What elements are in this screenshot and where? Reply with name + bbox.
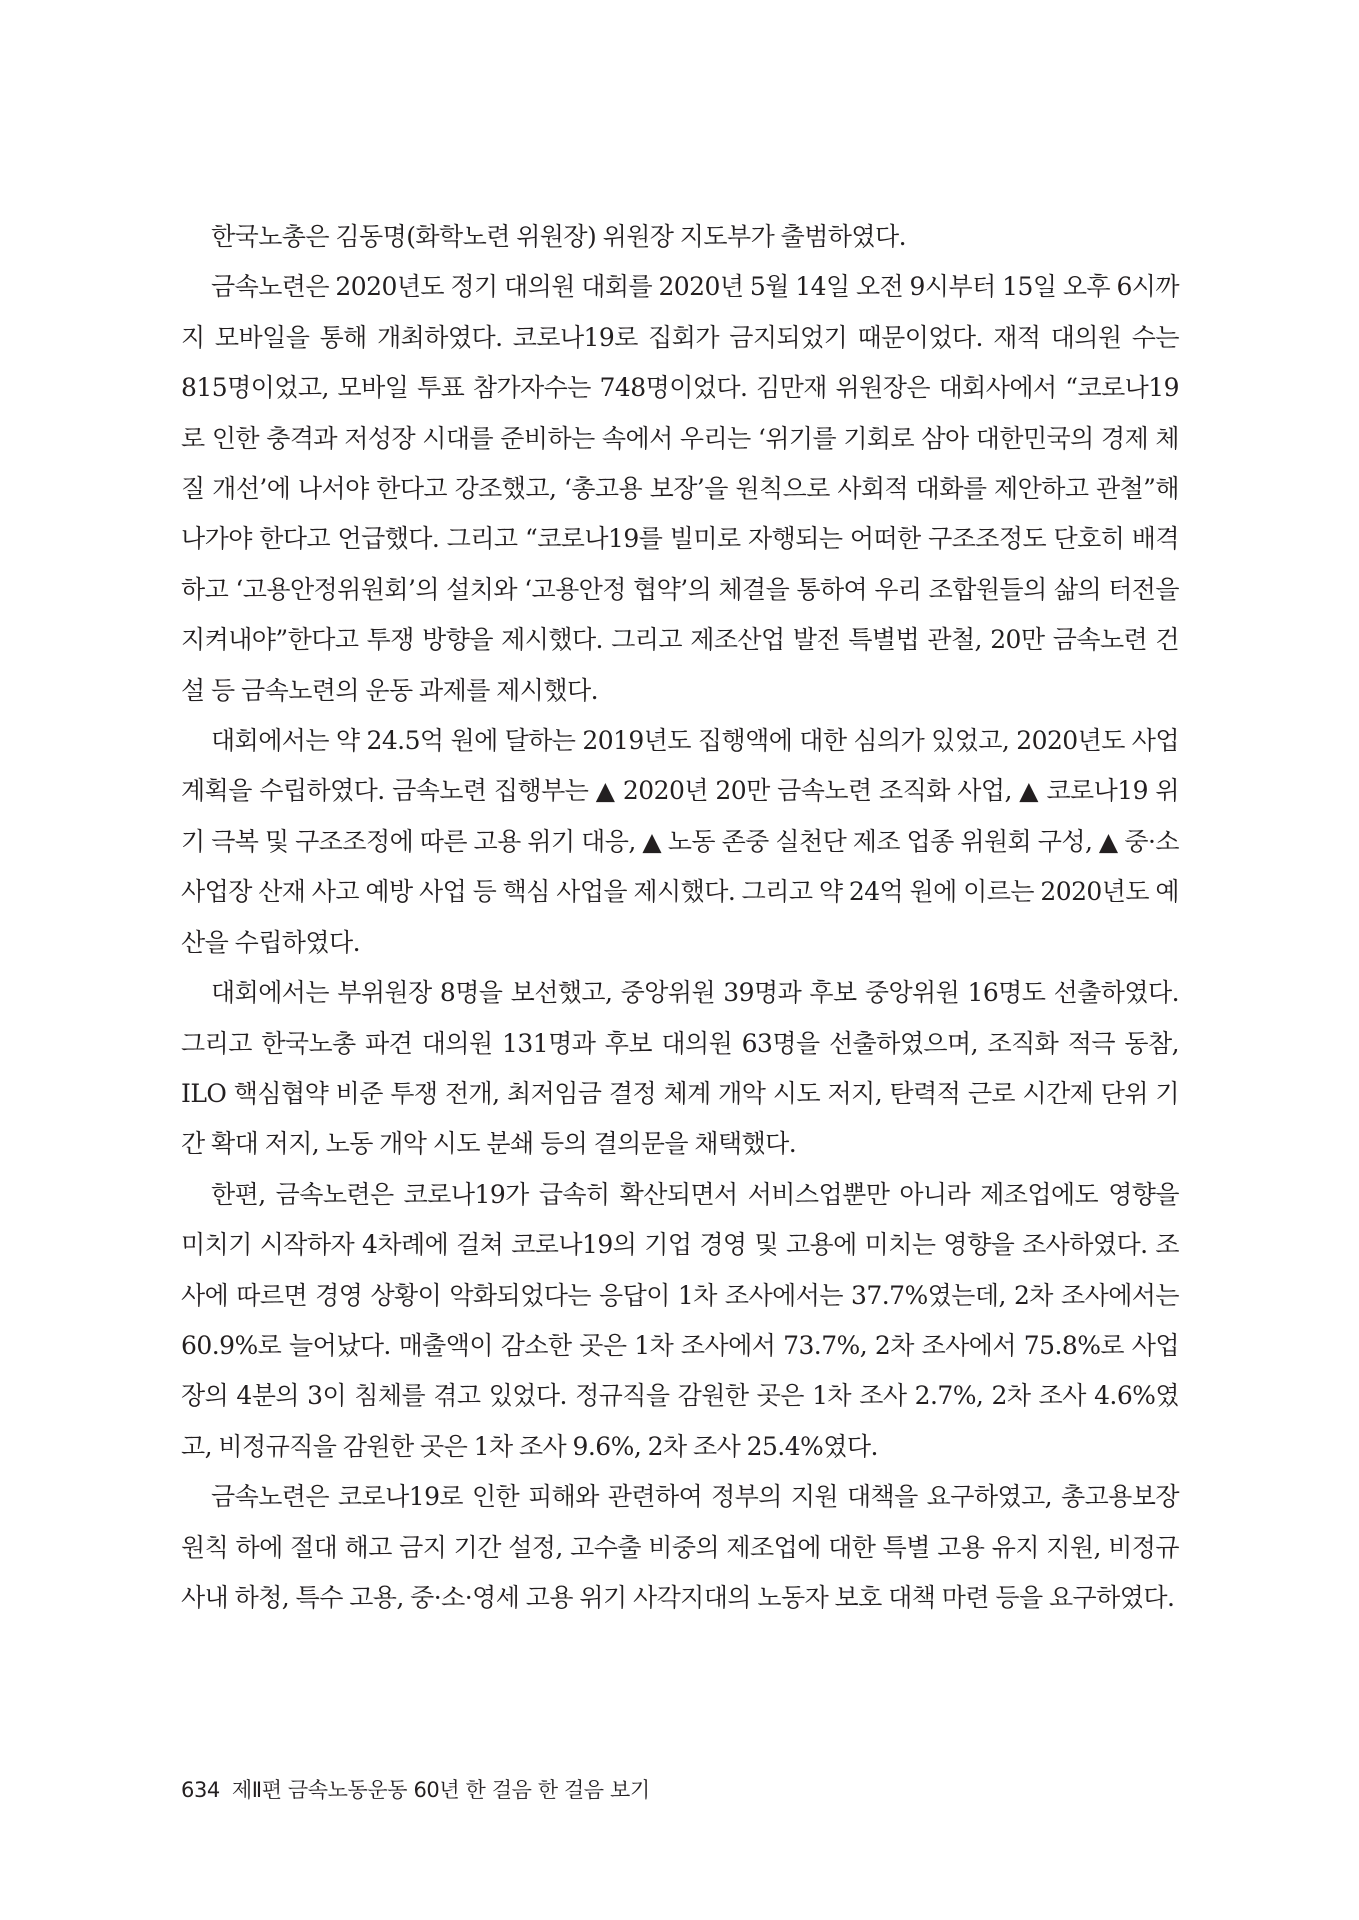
paragraph-2: 금속노련은 2020년도 정기 대의원 대회를 2020년 5월 14일 오전 9시부터 15일 오후 6시까지 모바일을 통해 개최하였다. 코로나19로 집회가 금지되었기 때문이었다. 재적 대의원 수는 815명이었고, 모바일 투표 참가자수는 748명이었다. 김만재 위원장은 대회사에서 “코로나19로 인한 충격과 저성장 시대를 준비하는 속에서 우리는 ‘위기를 기회로 삼아 대한민국의 경제 체질 개선’에 나서야 한다고 강조했고, ‘총고용 보장’을 원칙으로 사회적 대화를 제안하고 관철”해 나가야 한다고 언급했다. 그리고 “코로나19를 빌미로 자행되는 어떠한 구조조정도 단호히 배격하고 ‘고용안정위원회’의 설치와 ‘고용안정 협약’의 체결을 통하여 우리 조합원들의 삶의 터전을 지켜내야”한다고 투쟁 방향을 제시했다. 그리고 제조산업 발전 특별법 관철, 20만 금속노련 건설 등 금속노련의 운동 과제를 제시했다. bbox=[181, 272, 1179, 705]
paragraph-3: 대회에서는 약 24.5억 원에 달하는 2019년도 집행액에 대한 심의가 있었고, 2020년도 사업 계획을 수립하였다. 금속노련 집행부는 ▲ 2020년 20만 금속노련 조직화 사업, ▲ 코로나19 위기 극복 및 구조조정에 따른 고용 위기 대응, ▲ 노동 존중 실천단 제조 업종 위원회 구성, ▲ 중·소 사업장 산재 사고 예방 사업 등 핵심 사업을 제시했다. 그리고 약 24억 원에 이르는 2020년도 예산을 수립하였다. bbox=[181, 726, 1179, 957]
paragraph-1: 한국노총은 김동명(화학노련 위원장) 위원장 지도부가 출범하였다. bbox=[211, 222, 906, 251]
paragraph-5: 한편, 금속노련은 코로나19가 급속히 확산되면서 서비스업뿐만 아니라 제조업에도 영향을 미치기 시작하자 4차례에 걸쳐 코로나19의 기업 경영 및 고용에 미치는 영향을 조사하였다. 조사에 따르면 경영 상황이 악화되었다는 응답이 1차 조사에서는 37.7%였는데, 2차 조사에서는 60.9%로 늘어났다. 매출액이 감소한 곳은 1차 조사에서 73.7%, 2차 조사에서 75.8%로 사업장의 4분의 3이 침체를 겪고 있었다. 정규직을 감원한 곳은 1차 조사 2.7%, 2차 조사 4.6%였고, 비정규직을 감원한 곳은 1차 조사 9.6%, 2차 조사 25.4%였다. bbox=[181, 1179, 1179, 1461]
page-number: 634 bbox=[181, 1778, 220, 1802]
paragraph-6: 금속노련은 코로나19로 인한 피해와 관련하여 정부의 지원 대책을 요구하였고, 총고용보장 원칙 하에 절대 해고 금지 기간 설정, 고수출 비중의 제조업에 대한 특별 고용 유지 지원, 비정규 사내 하청, 특수 고용, 중·소·영세 고용 위기 사각지대의 노동자 보호 대책 마련 등을 요구하였다. bbox=[181, 1482, 1179, 1612]
body-text bbox=[181, 212, 1179, 1623]
paragraph-4: 대회에서는 부위원장 8명을 보선했고, 중앙위원 39명과 후보 중앙위원 16명도 선출하였다. 그리고 한국노총 파견 대의원 131명과 후보 대의원 63명을 선출하였으며, 조직화 적극 동참, ILO 핵심협약 비준 투쟁 전개, 최저임금 결정 체계 개악 시도 저지, 탄력적 근로 시간제 단위 기간 확대 저지, 노동 개악 시도 분쇄 등의 결의문을 채택했다. bbox=[181, 978, 1179, 1159]
page-footer bbox=[181, 1774, 650, 1804]
section-title: 제Ⅱ편 금속노동운동 60년 한 걸음 한 걸음 보기 bbox=[231, 1778, 650, 1802]
